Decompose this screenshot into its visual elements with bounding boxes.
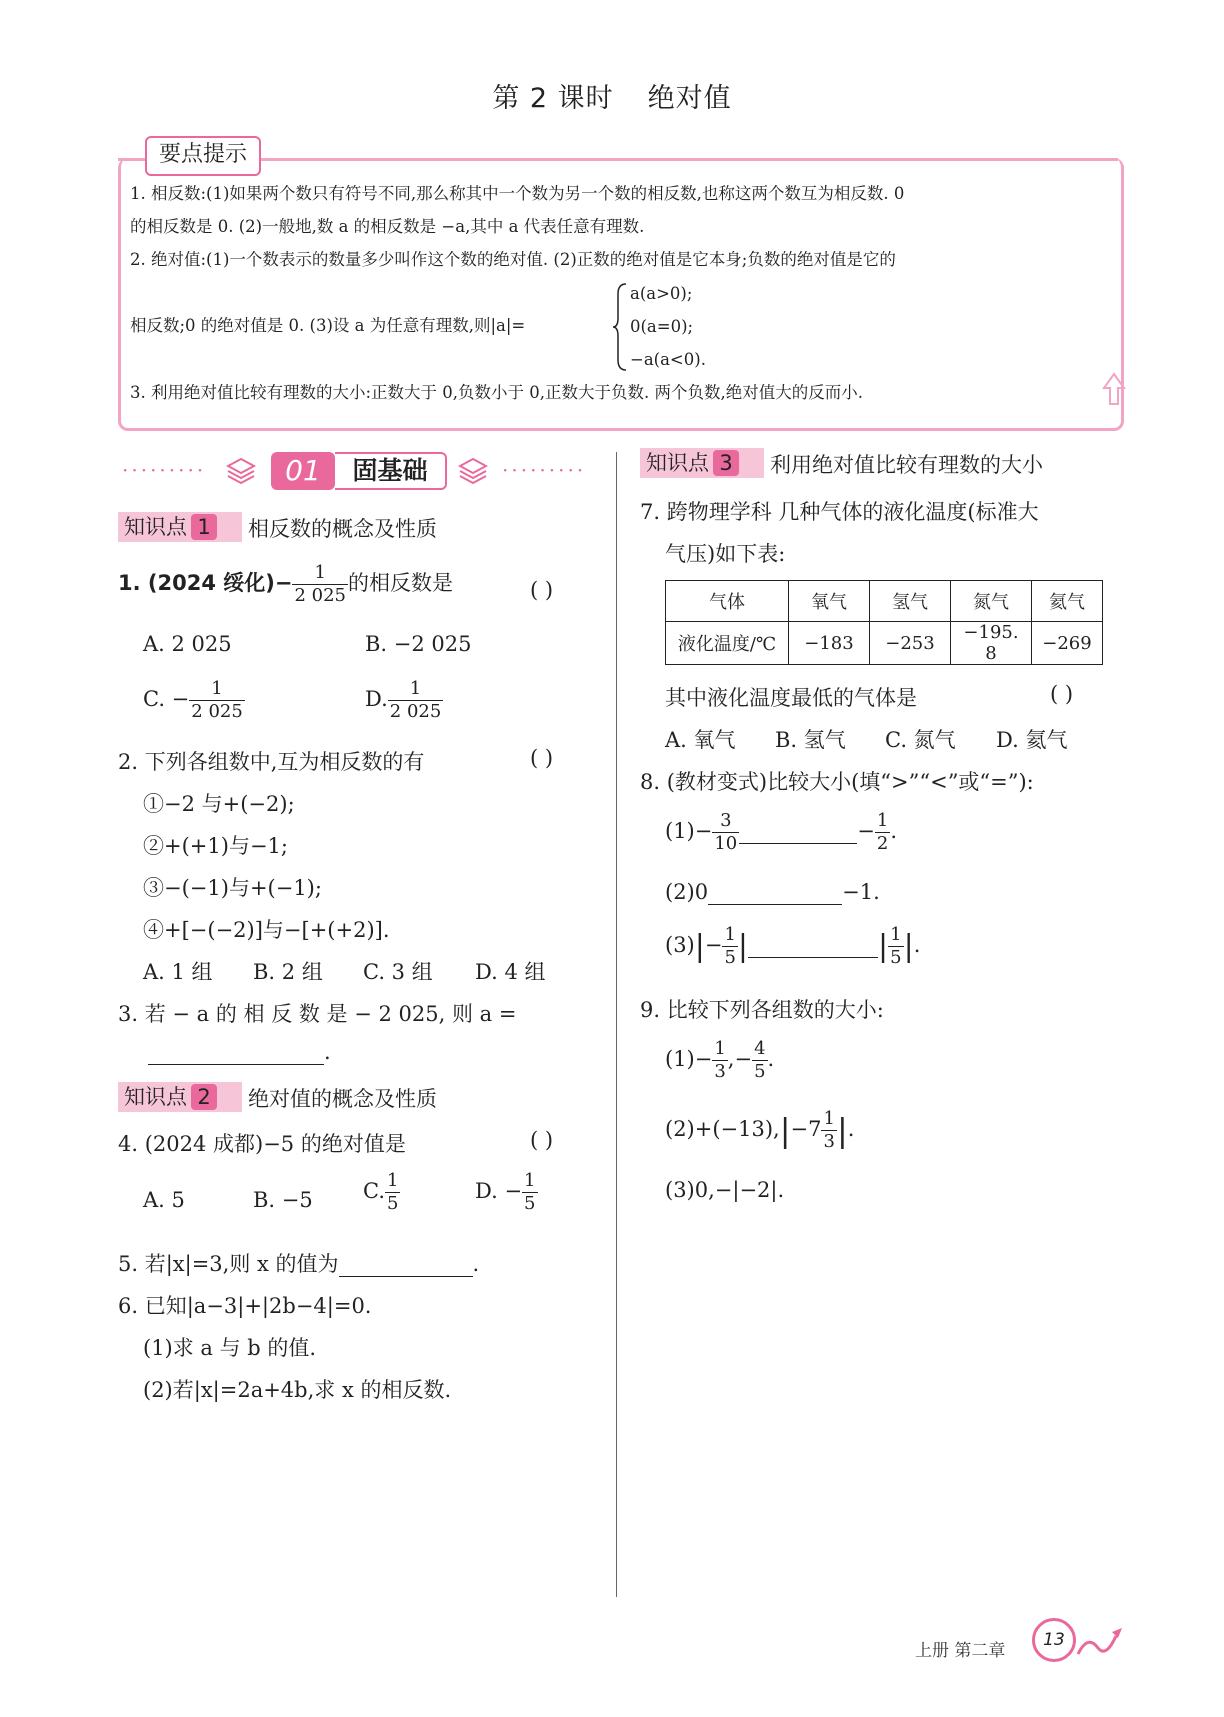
layers-icon (458, 456, 488, 486)
option-c: C. 3 组 (363, 960, 433, 984)
lesson-label: 第 2 课时 (492, 83, 614, 114)
knowledge-point-title: 利用绝对值比较有理数的大小 (770, 453, 1043, 477)
answer-paren: ( ) (1050, 682, 1074, 706)
sub-question: (3)|− $\frac{1}{5}$ | | $\frac{1}{5}$ |. (665, 924, 921, 968)
question-1: 1. (2024 绥化)− $\frac{1}{2 025}$ 的相反数是 (118, 562, 453, 606)
answer-blank: . (148, 1040, 331, 1065)
option-a: A. 2 025 (143, 632, 232, 656)
knowledge-point-tag: 知识点 3 (640, 448, 764, 478)
option-b: B. 氢气 (775, 728, 846, 752)
answer-paren: ( ) (530, 578, 554, 602)
option-a: A. 1 组 (143, 960, 213, 984)
option-a: A. 氧气 (665, 728, 736, 752)
table-cell: −269 (1032, 622, 1103, 665)
list-item: ①−2 与+(−2); (143, 792, 295, 816)
option-a: A. 5 (143, 1188, 185, 1212)
case-positive: a(a>0); (630, 284, 693, 303)
table-cell: −183 (789, 622, 870, 665)
option-d: D. 氦气 (996, 728, 1068, 752)
cases-brace (612, 282, 628, 372)
table-row (666, 581, 1103, 622)
page-number: 13 (1032, 1618, 1076, 1662)
question-7-cont: 气压)如下表: (665, 542, 786, 566)
table-header: 气体 (666, 581, 789, 622)
dots-left: ········· (122, 458, 207, 482)
list-item: ③−(−1)与+(−1); (143, 876, 322, 900)
sub-question: (1)− $\frac{1}{3}$ ,− $\frac{4}{5}$ . (665, 1038, 775, 1082)
table-header: 氧气 (789, 581, 870, 622)
list-item: ④+[−(−2)]与−[+(+2)]. (143, 918, 390, 942)
section-number: 01 (271, 452, 335, 490)
topic-label: 绝对值 (647, 83, 732, 114)
pencil-swirl-icon (1076, 1624, 1126, 1660)
tip-line-5: 3. 利用绝对值比较有理数的大小:正数大于 0,负数小于 0,正数大于负数. 两个负数,绝对值大的反而小. (130, 383, 864, 402)
option-c: C. − $\frac{1}{2 025}$ (143, 678, 243, 722)
gas-table (665, 580, 1103, 665)
question-5: 5. 若|x|=3,则 x 的值为 . (118, 1252, 480, 1276)
sub-question: (2)+(−13),|−7 $\frac{1}{3}$ |. (665, 1108, 855, 1152)
option-b: B. −2 025 (365, 632, 472, 656)
list-item: ②+(+1)与−1; (143, 834, 288, 858)
sub-question: (1)− $\frac{3}{10}$ − $\frac{1}{2}$ . (665, 810, 897, 854)
section-label: 固基础 (335, 452, 447, 490)
question-3: 3. 若 − a 的 相 反 数 是 − 2 025, 则 a = (118, 1002, 517, 1026)
option-d: D. − $\frac{1}{5}$ (475, 1170, 536, 1214)
tips-tab: 要点提示 (145, 136, 261, 176)
question-7-ask: 其中液化温度最低的气体是 (665, 686, 917, 710)
case-negative: −a(a<0). (630, 350, 706, 369)
question-4: 4. (2024 成都)−5 的绝对值是 (118, 1132, 406, 1156)
table-header: 氮气 (951, 581, 1032, 622)
footer-chapter: 上册 第二章 (915, 1641, 1006, 1661)
question-7: 7. 跨物理学科 几种气体的液化温度(标准大 (640, 500, 1039, 524)
table-cell: 液化温度/℃ (666, 622, 789, 665)
arrow-up-icon (1100, 372, 1128, 406)
column-divider (616, 452, 617, 1597)
case-zero: 0(a=0); (630, 317, 694, 336)
option-b: B. 2 组 (253, 960, 323, 984)
option-d: D. 4 组 (475, 960, 546, 984)
answer-paren: ( ) (530, 746, 554, 770)
table-cell: −195. 8 (951, 622, 1032, 665)
tip-line-2: 的相反数是 0. (2)一般地,数 a 的相反数是 −a,其中 a 代表任意有理数. (130, 217, 645, 236)
question-9: 9. 比较下列各组数的大小: (640, 998, 884, 1022)
option-c: C. 氮气 (885, 728, 956, 752)
knowledge-point-tag: 知识点 2 (118, 1082, 242, 1112)
tip-line-1: 1. 相反数:(1)如果两个数只有符号不同,那么称其中一个数为另一个数的相反数,也称这两个数互为相反数. 0 (130, 184, 905, 203)
table-cell: −253 (870, 622, 951, 665)
question-8: 8. (教材变式)比较大小(填“>”“<”或“=”): (640, 770, 1034, 794)
question-2: 2. 下列各组数中,互为相反数的有 (118, 750, 425, 774)
option-b: B. −5 (253, 1188, 313, 1212)
sub-question: (2)0 −1. (665, 880, 880, 904)
tip-line-3: 2. 绝对值:(1)一个数表示的数量多少叫作这个数的绝对值. (2)正数的绝对值是它本身;负数的绝对值是它的 (130, 250, 896, 269)
knowledge-point-title: 绝对值的概念及性质 (248, 1087, 437, 1111)
answer-paren: ( ) (530, 1128, 554, 1152)
page-title (0, 76, 1224, 115)
knowledge-point-tag: 知识点 1 (118, 512, 242, 542)
tips-box-border (118, 158, 1118, 161)
sub-question: (1)求 a 与 b 的值. (143, 1336, 317, 1360)
tip-line-4: 相反数;0 的绝对值是 0. (3)设 a 为任意有理数,则|a|= (130, 316, 526, 335)
table-header: 氢气 (870, 581, 951, 622)
question-6: 6. 已知|a−3|+|2b−4|=0. (118, 1294, 372, 1318)
sub-question: (2)若|x|=2a+4b,求 x 的相反数. (143, 1378, 452, 1402)
option-c: C. $\frac{1}{5}$ (363, 1170, 399, 1214)
dots-right: ········· (502, 458, 587, 482)
table-row (666, 622, 1103, 665)
table-header: 氦气 (1032, 581, 1103, 622)
knowledge-point-title: 相反数的概念及性质 (248, 517, 437, 541)
layers-icon (226, 456, 256, 486)
option-d: D. $\frac{1}{2 025}$ (365, 678, 442, 722)
sub-question: (3)0,−|−2|. (665, 1178, 785, 1202)
